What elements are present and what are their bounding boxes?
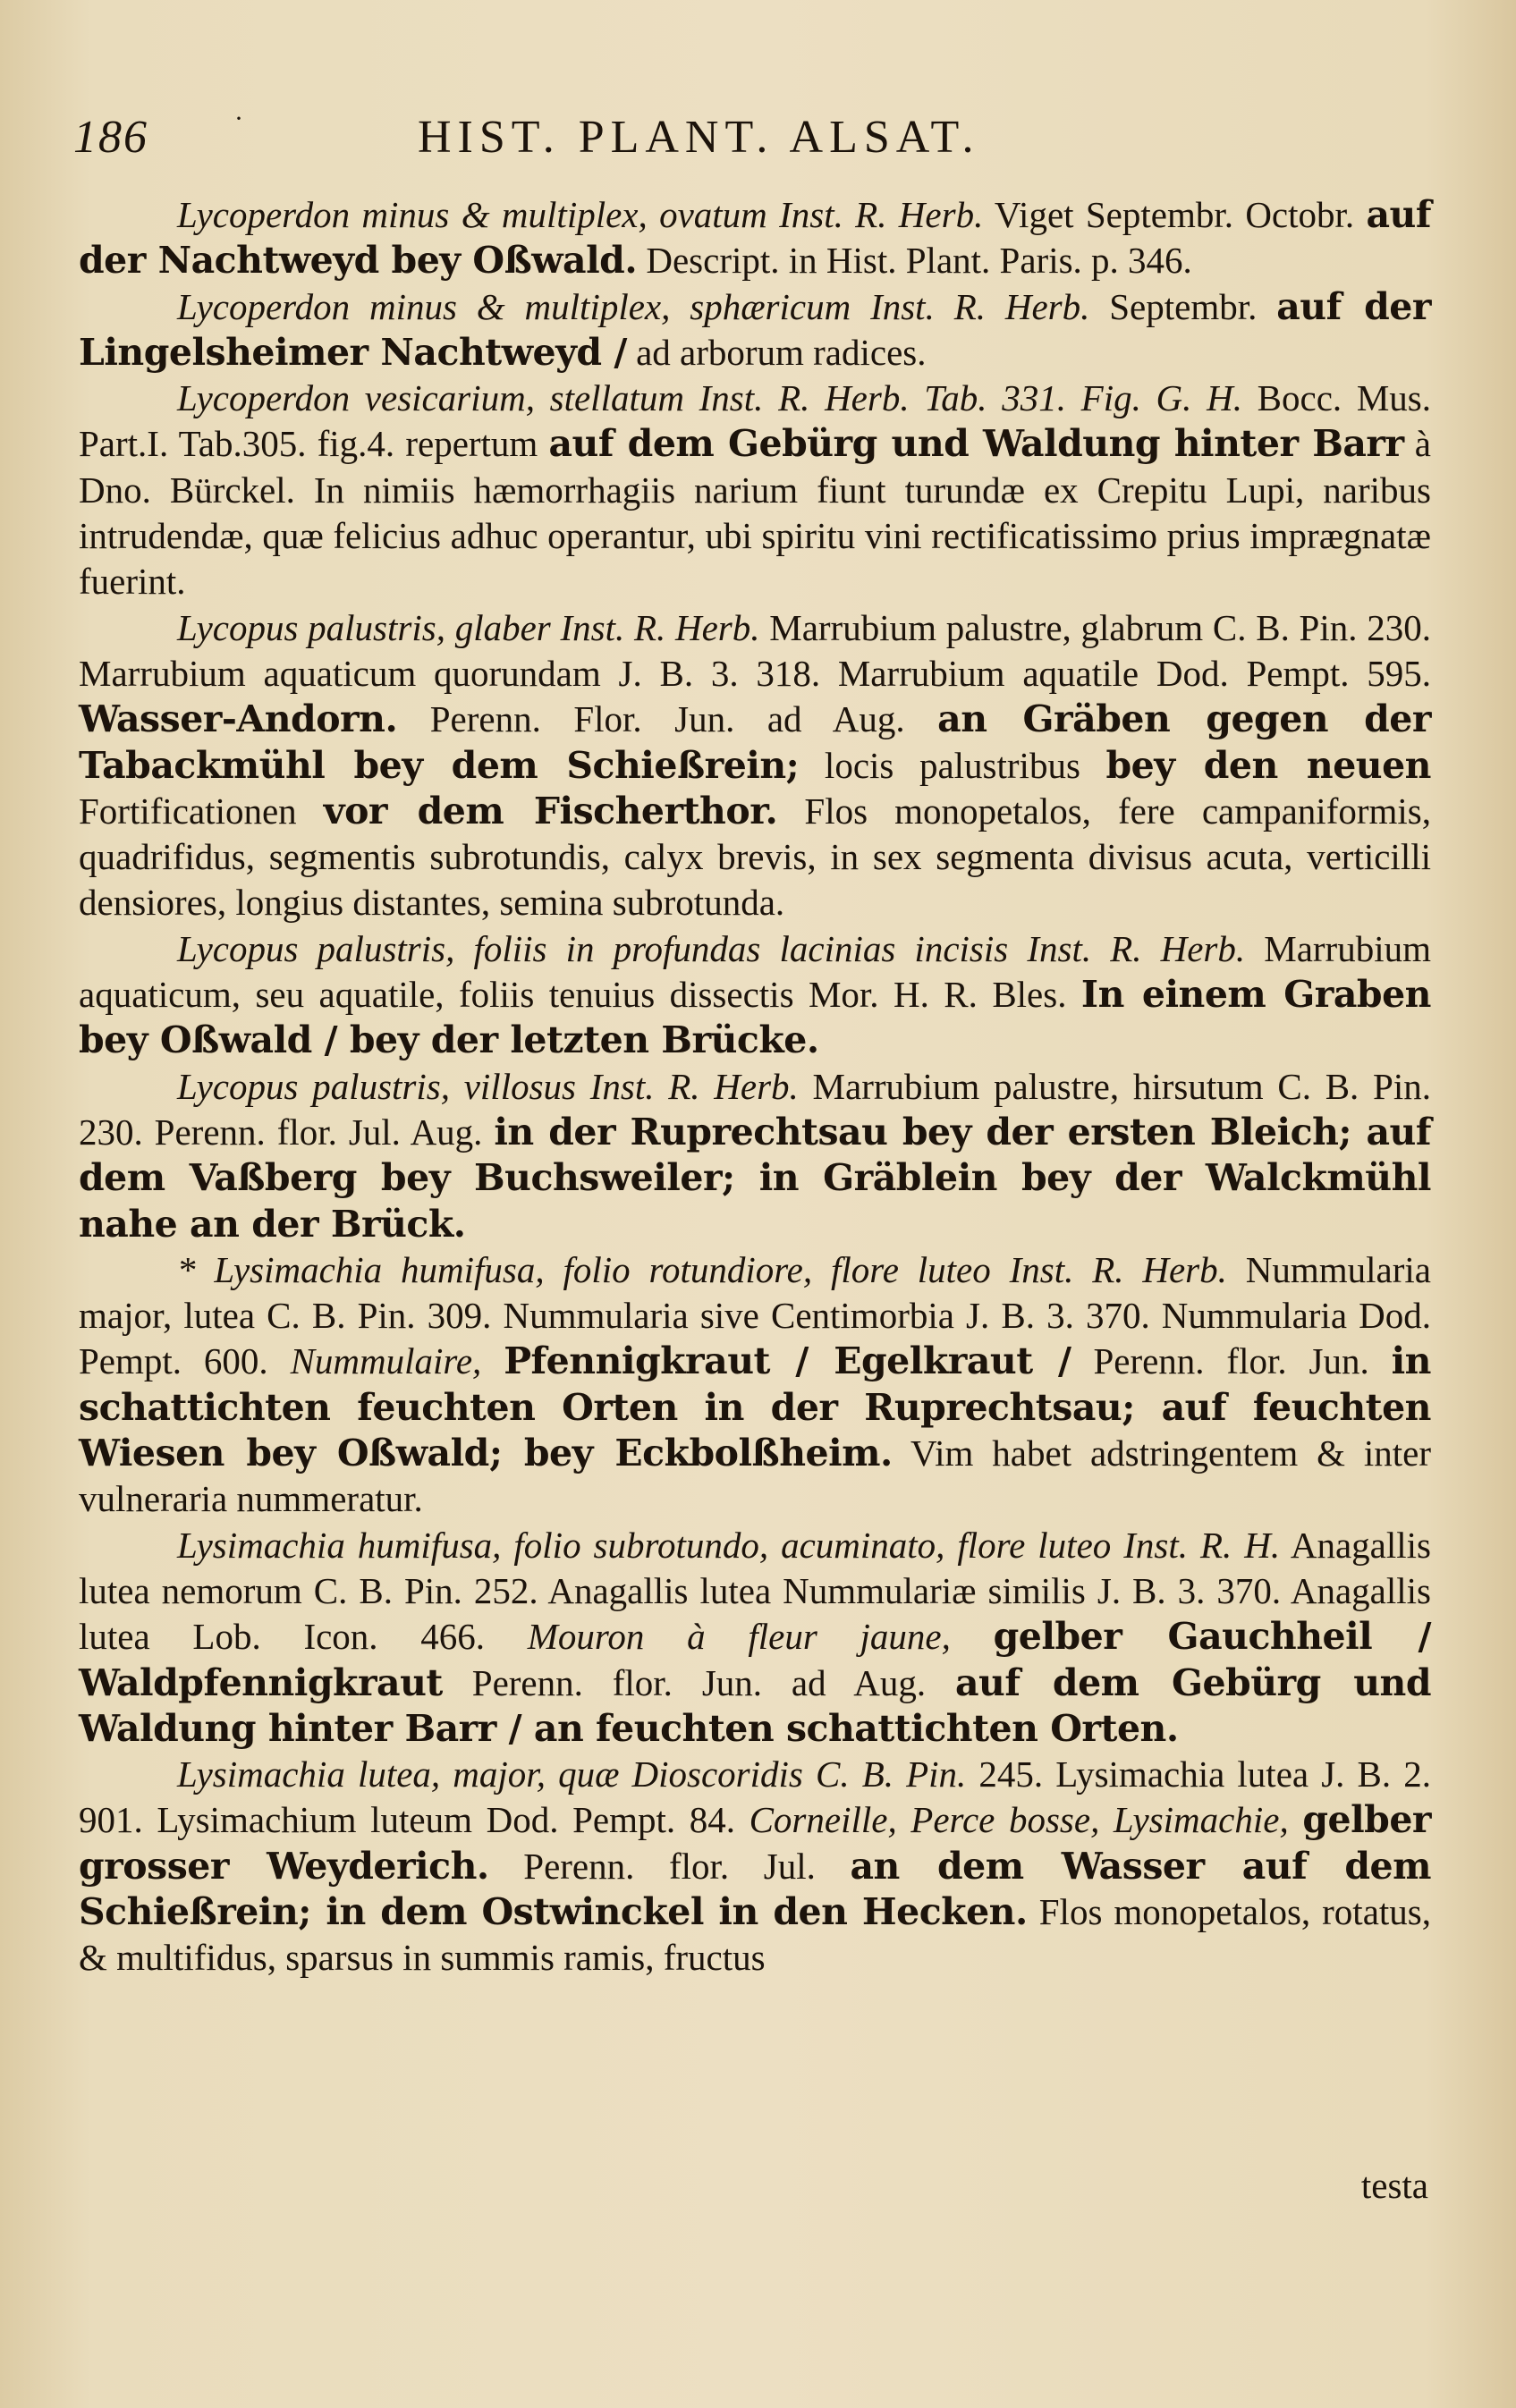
entry-text: ad arborum radices. [626,331,927,373]
german-text: auf dem Gebürg und Waldung hinter Barr [548,422,1404,466]
german-text: auf der Nachtweyd bey Oßwald. [79,193,1431,283]
entry-lemma: Lycopus palustris, villosus Inst. R. Herb. [177,1065,799,1107]
entry-6 [79,1064,1431,1247]
german-text: In einem Graben bey Oßwald / bey der letzten Brücke. [79,973,1431,1062]
german-text: auf der Lingelsheimer Nachtweyd / [79,284,1431,374]
entry-text: Nummularia major, lutea C. B. Pin. 309. Nummularia sive Centimorbia J. B. 3. 370. Nummularia Dod. Pempt. 600. [79,1248,1431,1382]
french-name: Mouron à fleur jaune, [527,1616,951,1658]
header-dot: · [234,104,245,133]
german-text: Pfennigkraut / Egelkraut / [504,1339,1071,1383]
entry-7 [79,1247,1431,1523]
german-text: an dem Wasser auf dem Schießrein; in dem Ostwinckel in den Hecken. [79,1844,1431,1933]
entry-text: Perenn. Flor. Jun. ad Aug. [397,698,938,740]
entry-lemma: Lycoperdon minus & multiplex, sphæricum Inst. R. Herb. [177,285,1090,327]
entry-text: Vim habet adstringentem & inter vulneraria nummeratur. [79,1432,1431,1520]
entry-lemma: Lycoperdon minus & multiplex, ovatum Inst. R. Herb. [177,194,984,235]
entry-1 [79,192,1431,284]
entry-text [1289,1799,1303,1840]
french-name: Nummulaire, [290,1340,482,1382]
german-text: an Gräben gegen der Tabackmühl bey dem Schießrein; [79,697,1431,787]
entry-text: 245. Lysimachia lutea J. B. 2. 901. Lysimachium luteum Dod. Pempt. 84. [79,1753,1432,1841]
german-text: in der Ruprechtsau bey der ersten Bleich; auf dem Vaßberg bey Buchsweiler; in Gräblein bey der Walckmühl nahe an der Brück. [79,1110,1431,1246]
running-head: HIST. PLANT. ALSAT. [418,112,980,163]
entry-5 [79,926,1431,1064]
german-text: Wasser-Andorn. [79,697,398,741]
entry-text: Marrubium aquaticum, seu aquatile, foliis tenuius dissectis Mor. H. R. Bles. [79,927,1431,1016]
entry-lemma: Lycoperdon vesicarium, stellatum Inst. R. Herb. Tab. 331. Fig. G. H. [177,377,1242,419]
entry-text: Septembr. [1089,285,1277,327]
catchword: testa [1360,2165,1428,2206]
entry-lemma: Lycopus palustris, foliis in profundas lacinias incisis Inst. R. Herb. [177,927,1246,969]
entry-text: Perenn. flor. Jul. [488,1845,851,1887]
entry-lemma: Lysimachia humifusa, folio subrotundo, acuminato, flore luteo Inst. R. H. [177,1524,1281,1566]
entry-text: Marrubium palustre, hirsutum C. B. Pin. 230. Perenn. flor. Jul. Aug. [79,1065,1432,1153]
entry-3 [79,376,1431,604]
entry-2 [79,284,1431,376]
entry-text: Viget Septembr. Octobr. [983,194,1367,235]
entry-9 [79,1752,1431,1981]
entry-text [481,1340,504,1381]
entry-text: Flos monopetalos, rotatus, & multifidus, sparsus in summis ramis, fructus [79,1890,1431,1979]
entry-8 [79,1523,1431,1752]
entry-text: Bocc. Mus. Part.I. Tab.305. fig.4. repertum [79,377,1431,465]
german-text: gelber Gauchheil / Waldpfennigkraut [79,1615,1431,1704]
entry-text: Perenn. flor. Jun. [1071,1340,1392,1382]
german-text: gelber grosser Weyderich. [79,1798,1432,1888]
french-name: Corneille, Perce bosse, Lysimachie, [749,1799,1289,1841]
german-text: in schattichten feuchten Orten in der Ruprechtsau; auf feuchten Wiesen bey Oßwald; bey Eckbolßheim. [79,1339,1431,1475]
entry-lemma: Lysimachia lutea, major, quæ Dioscoridis C. B. Pin. [177,1753,967,1795]
entry-lemma: * Lysimachia humifusa, folio rotundiore, flore luteo Inst. R. Herb. [177,1248,1227,1290]
entry-text: Marrubium palustre, glabrum C. B. Pin. 230. Marrubium aquaticum quorundam J. B. 3. 318. Marrubium aquatile Dod. Pempt. 595. [79,606,1431,694]
entry-text: Fortificationen [79,790,324,832]
entry-text: Anagallis lutea nemorum C. B. Pin. 252. Anagallis lutea Nummulariæ similis J. B. 3. 370. Anagallis lutea Lob. Icon. 466. [79,1524,1431,1658]
entry-4 [79,605,1431,926]
entry-text: Descript. in Hist. Plant. Paris. p. 346. [637,240,1192,282]
entry-text: Perenn. flor. Jun. ad Aug. [442,1661,955,1703]
page-number: 186 [73,112,148,163]
german-text: auf dem Gebürg und Waldung hinter Barr / an feuchten schattichten Orten. [79,1660,1431,1750]
page-header [73,104,1451,182]
body-text [79,192,1431,1981]
entry-text: à Dno. Bürckel. In nimiis hæmorrhagiis narium fiunt turundæ ex Crepitu Lupi, naribus intrudendæ, quæ felicius adhuc operantur, ubi spiritu vini rectificatissimo prius imprægnatæ fuerint. [79,423,1431,603]
entry-text: locis palustribus [799,744,1106,786]
german-text: vor dem Fischerthor. [323,789,778,832]
german-text: bey den neuen [1105,743,1431,787]
entry-lemma: Lycopus palustris, glaber Inst. R. Herb. [177,606,760,648]
entry-text: Flos monopetalos, fere campaniformis, quadrifidus, segmentis subrotundis, calyx brevis, in sex segmenta divisus acuta, verticilli densiores, longius distantes, semina subrotunda. [79,790,1431,924]
entry-text [951,1616,994,1657]
